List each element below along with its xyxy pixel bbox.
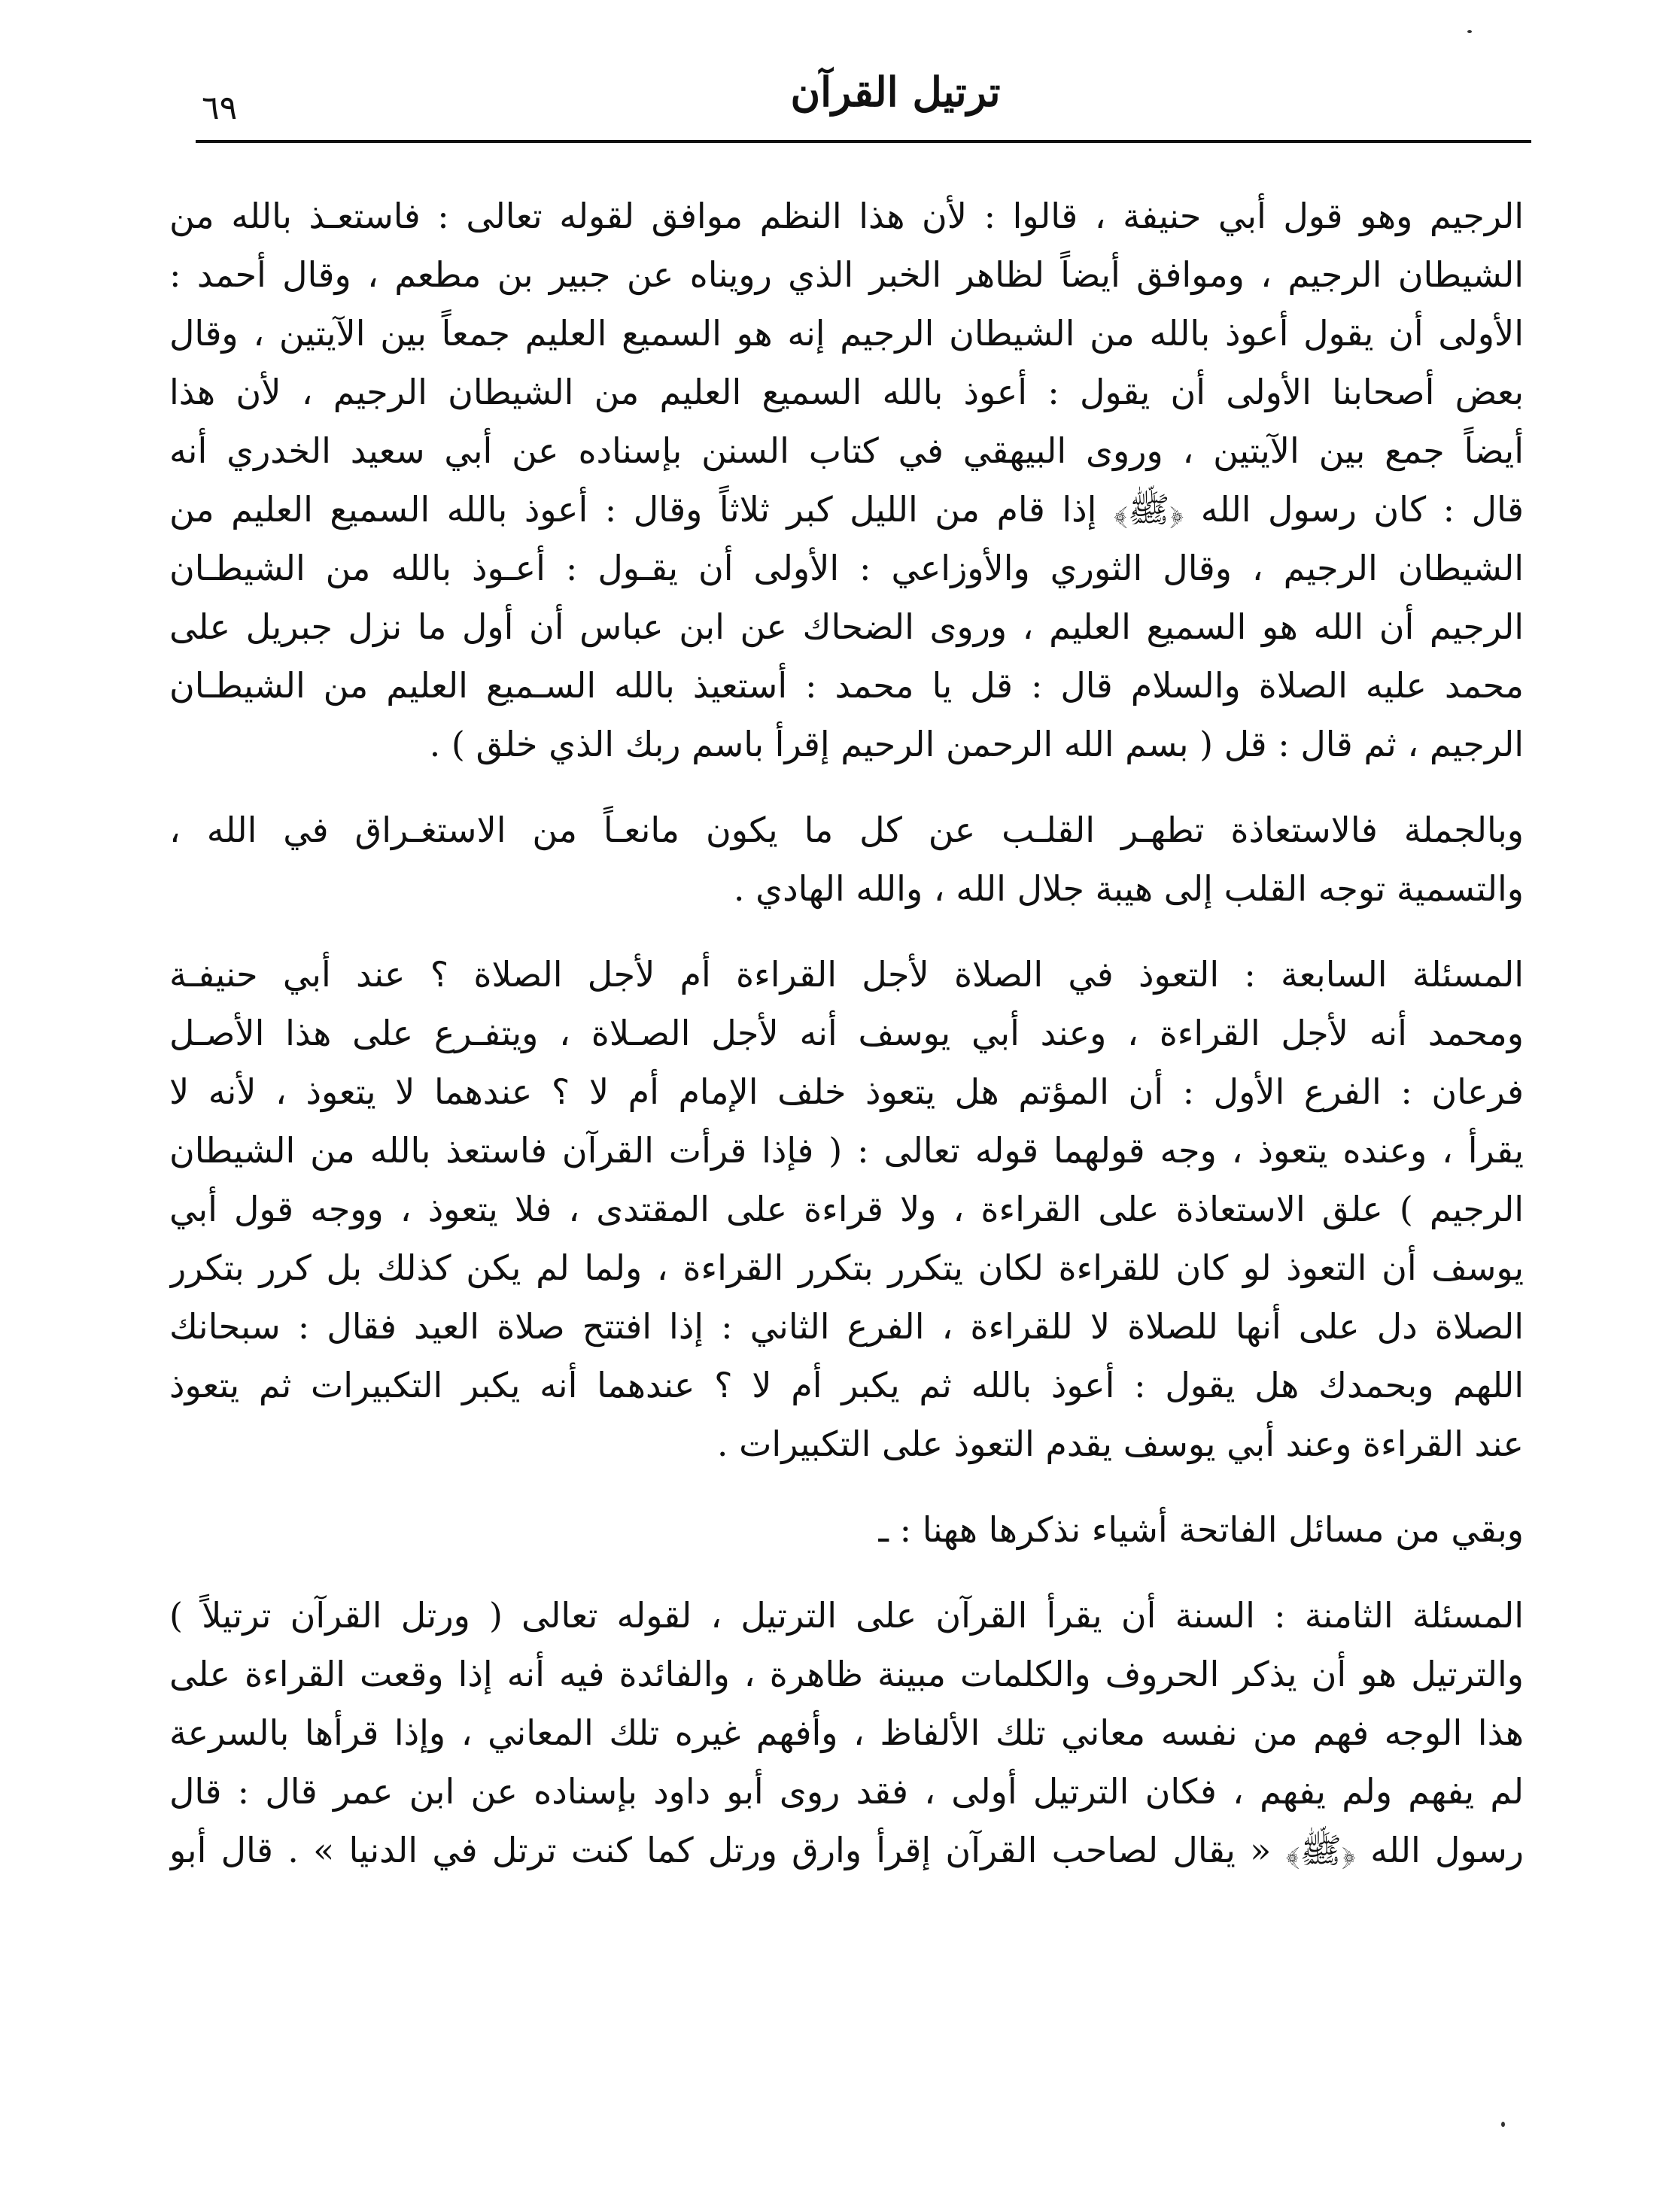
text-line: المسئلة السابعة : التعوذ في الصلاة لأجل القراءة أم لأجل الصلاة ؟ عند أبي حنيفـة xyxy=(169,954,1524,995)
text-line: يوسف أن التعوذ لو كان للقراءة لكان يتكرر بتكرر القراءة ، ولما لم يكن كذلك بل كرر بتكرر xyxy=(169,1247,1524,1288)
running-head-title: ترتيل القرآن xyxy=(790,68,1001,116)
scan-speck xyxy=(1467,30,1472,33)
text-line: قال : كان رسول الله ﴿ﷺ﴾ إذا قام من الليل كبر ثلاثاً وقال : أعوذ بالله السميع العليم من xyxy=(169,489,1524,530)
text-line: الأولى أن يقول أعوذ بالله من الشيطان الرجيم إنه هو السميع العليم جمعاً بين الآيتين ، وقال xyxy=(169,313,1524,354)
text-line: وبالجملة فالاستعاذة تطهـر القلـب عن كل ما يكون مانعـاً من الاستغـراق في الله ، xyxy=(169,810,1524,850)
text-line: الرجيم وهو قول أبي حنيفة ، قالوا : لأن هذا النظم موافق لقوله تعالى : فاستعـذ بالله من xyxy=(169,196,1524,236)
text-line: يقرأ ، وعنده يتعوذ ، وجه قولهما قوله تعالى : ( فإذا قرأت القرآن فاستعذ بالله من الشيطان xyxy=(169,1130,1524,1171)
text-line: الرجيم ، ثم قال : قل ( بسم الله الرحمن الرحيم إقرأ باسم ربك الذي خلق ) . xyxy=(429,724,1524,764)
text-line: رسول الله ﴿ﷺ﴾ « يقال لصاحب القرآن إقرأ وارق ورتل كما كنت ترتل في الدنيا » . قال أبو xyxy=(169,1830,1524,1870)
page-number: ٦٩ xyxy=(202,89,238,127)
text-line: الرجيم ) علق الاستعاذة على القراءة ، ولا قراءة على المقتدى ، فلا يتعوذ ، ووجه قول أبي xyxy=(169,1189,1524,1229)
text-line: محمد عليه الصلاة والسلام قال : قل يا محمد : أستعيذ بالله السـميع العليم من الشيطـان xyxy=(169,665,1524,706)
paragraph-3 xyxy=(169,945,1524,1473)
text-line: أيضاً جمع بين الآيتين ، وروى البيهقي في كتاب السنن بإسناده عن أبي سعيد الخدري أنه xyxy=(169,430,1524,471)
text-line: الشيطان الرجيم ، وقال الثوري والأوزاعي : الأولى أن يقـول : أعـوذ بالله من الشيطـان xyxy=(169,548,1524,588)
text-line: عند القراءة وعند أبي يوسف يقدم التعوذ على التكبيرات . xyxy=(716,1424,1524,1464)
text-line: الصلاة دل على أنها للصلاة لا للقراءة ، الفرع الثاني : إذا افتتح صلاة العيد فقال : سبحانك xyxy=(169,1306,1524,1347)
text-line: والتسمية توجه القلب إلى هيبة جلال الله ، والله الهادي . xyxy=(733,868,1524,909)
scan-speck xyxy=(1501,2122,1505,2127)
text-line: ومحمد أنه لأجل القراءة ، وعند أبي يوسف أنه لأجل الصـلاة ، ويتفـرع على هذا الأصـل xyxy=(169,1013,1524,1053)
paragraph-5 xyxy=(169,1586,1524,1879)
paragraph-4 xyxy=(169,1500,1524,1559)
text-line: الشيطان الرجيم ، وموافق أيضاً لظاهر الخبر الذي رويناه عن جبير بن مطعم ، وقال أحمد : xyxy=(169,254,1524,295)
text-line: بعض أصحابنا الأولى أن يقول : أعوذ بالله السميع العليم من الشيطان الرجيم ، لأن هذا xyxy=(169,372,1524,412)
text-line: وبقي من مسائل الفاتحة أشياء نذكرها ههنا : ـ xyxy=(878,1509,1524,1550)
text-line: والترتيل هو أن يذكر الحروف والكلمات مبينة ظاهرة ، والفائدة فيه أنه إذا وقعت القراءة على xyxy=(169,1654,1524,1694)
text-line: المسئلة الثامنة : السنة أن يقرأ القرآن على الترتيل ، لقوله تعالى ( ورتل القرآن ترتيلاً ) xyxy=(169,1595,1524,1636)
header-rule xyxy=(196,140,1531,143)
text-line: فرعان : الفرع الأول : أن المؤتم هل يتعوذ خلف الإمام أم لا ؟ عندهما لا يتعوذ ، لأنه لا xyxy=(169,1071,1524,1112)
body-text xyxy=(169,187,1524,1879)
text-line: الرجيم أن الله هو السميع العليم ، وروى الضحاك عن ابن عباس أن أول ما نزل جبريل على xyxy=(169,606,1524,647)
text-line: لم يفهم ولم يفهم ، فكان الترتيل أولى ، فقد روى أبو داود بإسناده عن ابن عمر قال : قال xyxy=(169,1771,1524,1812)
text-line: هذا الوجه فهم من نفسه معاني تلك الألفاظ ، وأفهم غيره تلك المعاني ، وإذا قرأها بالسرعة xyxy=(169,1712,1524,1753)
paragraph-2 xyxy=(169,801,1524,918)
text-line: اللهم وبحمدك هل يقول : أعوذ بالله ثم يكبر أم لا ؟ عندهما أنه يكبر التكبيرات ثم يتعوذ xyxy=(169,1365,1524,1405)
paragraph-1 xyxy=(169,187,1524,773)
